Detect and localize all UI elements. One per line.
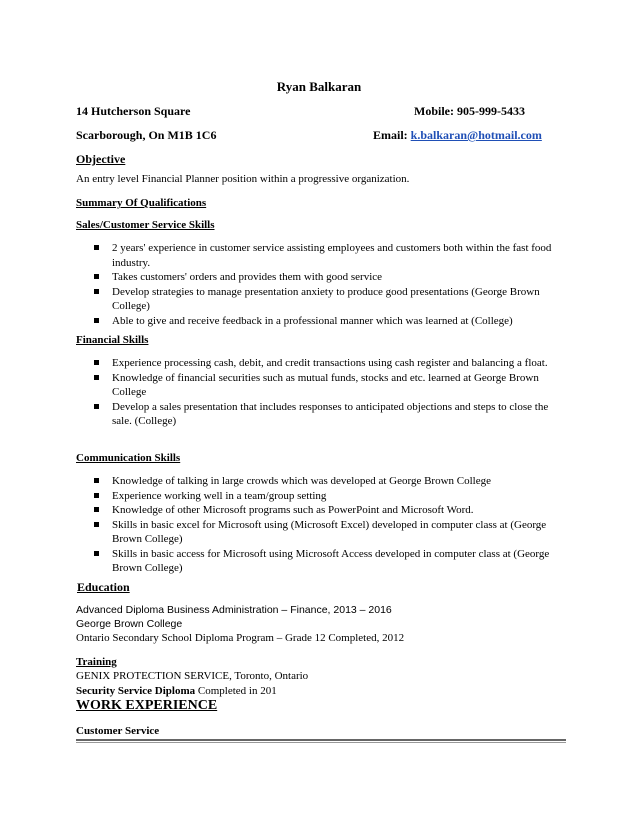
summary-heading: Summary Of Qualifications — [76, 197, 207, 209]
objective-text: An entry level Financial Planner position within a progressive organization. — [76, 173, 410, 185]
bullet-icon — [94, 551, 99, 556]
mobile-number: Mobile: 905-999-5433 — [414, 104, 525, 118]
list-item: Knowledge of talking in large crowds which was developed at George Brown College — [92, 474, 552, 489]
list-item: Experience working well in a team/group setting — [92, 489, 552, 504]
section-divider — [76, 742, 566, 743]
list-item: Develop a sales presentation that includes responses to anticipated objections and steps to close the sale. (College) — [92, 400, 552, 429]
communication-skills-list — [92, 474, 552, 576]
training-line-2: Security Service Diploma Completed in 201 — [76, 685, 277, 697]
education-line-1: Advanced Diploma Business Administration – Finance, 2013 – 2016 — [76, 604, 392, 616]
bullet-icon — [94, 318, 99, 323]
bullet-icon — [94, 478, 99, 483]
education-line-2: George Brown College — [76, 618, 183, 630]
section-divider — [76, 739, 566, 741]
email-link[interactable]: k.balkaran@hotmail.com — [410, 128, 542, 142]
applicant-name: Ryan Balkaran — [276, 79, 362, 94]
training-heading: Training — [76, 656, 117, 668]
training-line-1: GENIX PROTECTION SERVICE, Toronto, Ontario — [76, 670, 309, 682]
list-item: Skills in basic excel for Microsoft using (Microsoft Excel) developed in computer class at (George Brown College) — [92, 518, 552, 547]
communication-skills-heading: Communication Skills — [76, 452, 181, 464]
financial-skills-heading: Financial Skills — [76, 334, 149, 346]
list-item: Takes customers' orders and provides them with good service — [92, 270, 552, 285]
financial-skills-list — [92, 356, 552, 429]
list-item: Knowledge of financial securities such as mutual funds, stocks and etc. learned at George Brown College — [92, 371, 552, 400]
address-line-1: 14 Hutcherson Square — [76, 104, 191, 118]
objective-heading: Objective — [76, 152, 126, 166]
list-item: Knowledge of other Microsoft programs such as PowerPoint and Microsoft Word. — [92, 503, 552, 518]
bullet-icon — [94, 245, 99, 250]
list-item: 2 years' experience in customer service assisting employees and customers both within the fast food industry. — [92, 241, 552, 270]
email-label: Email: — [373, 128, 408, 142]
work-experience-heading: WORK EXPERIENCE — [76, 698, 218, 713]
list-item: Develop strategies to manage presentation anxiety to produce good presentations (George Brown College) — [92, 285, 552, 314]
sales-skills-list — [92, 241, 552, 328]
customer-service-subheading: Customer Service — [76, 725, 160, 737]
bullet-icon — [94, 360, 99, 365]
address-line-2: Scarborough, On M1B 1C6 — [76, 128, 217, 142]
list-item: Skills in basic access for Microsoft using Microsoft Access developed in computer class at (George Brown College) — [92, 547, 552, 576]
education-heading: Education — [77, 580, 130, 594]
list-item: Experience processing cash, debit, and credit transactions using cash register and balancing a float. — [92, 356, 552, 371]
bullet-icon — [94, 289, 99, 294]
education-line-3: Ontario Secondary School Diploma Program – Grade 12 Completed, 2012 — [76, 632, 405, 644]
sales-skills-heading: Sales/Customer Service Skills — [76, 219, 215, 231]
bullet-icon — [94, 493, 99, 498]
bullet-icon — [94, 507, 99, 512]
email-row — [373, 128, 542, 143]
bullet-icon — [94, 375, 99, 380]
bullet-icon — [94, 404, 99, 409]
list-item: Able to give and receive feedback in a professional manner which was learned at (College) — [92, 314, 552, 329]
bullet-icon — [94, 274, 99, 279]
bullet-icon — [94, 522, 99, 527]
